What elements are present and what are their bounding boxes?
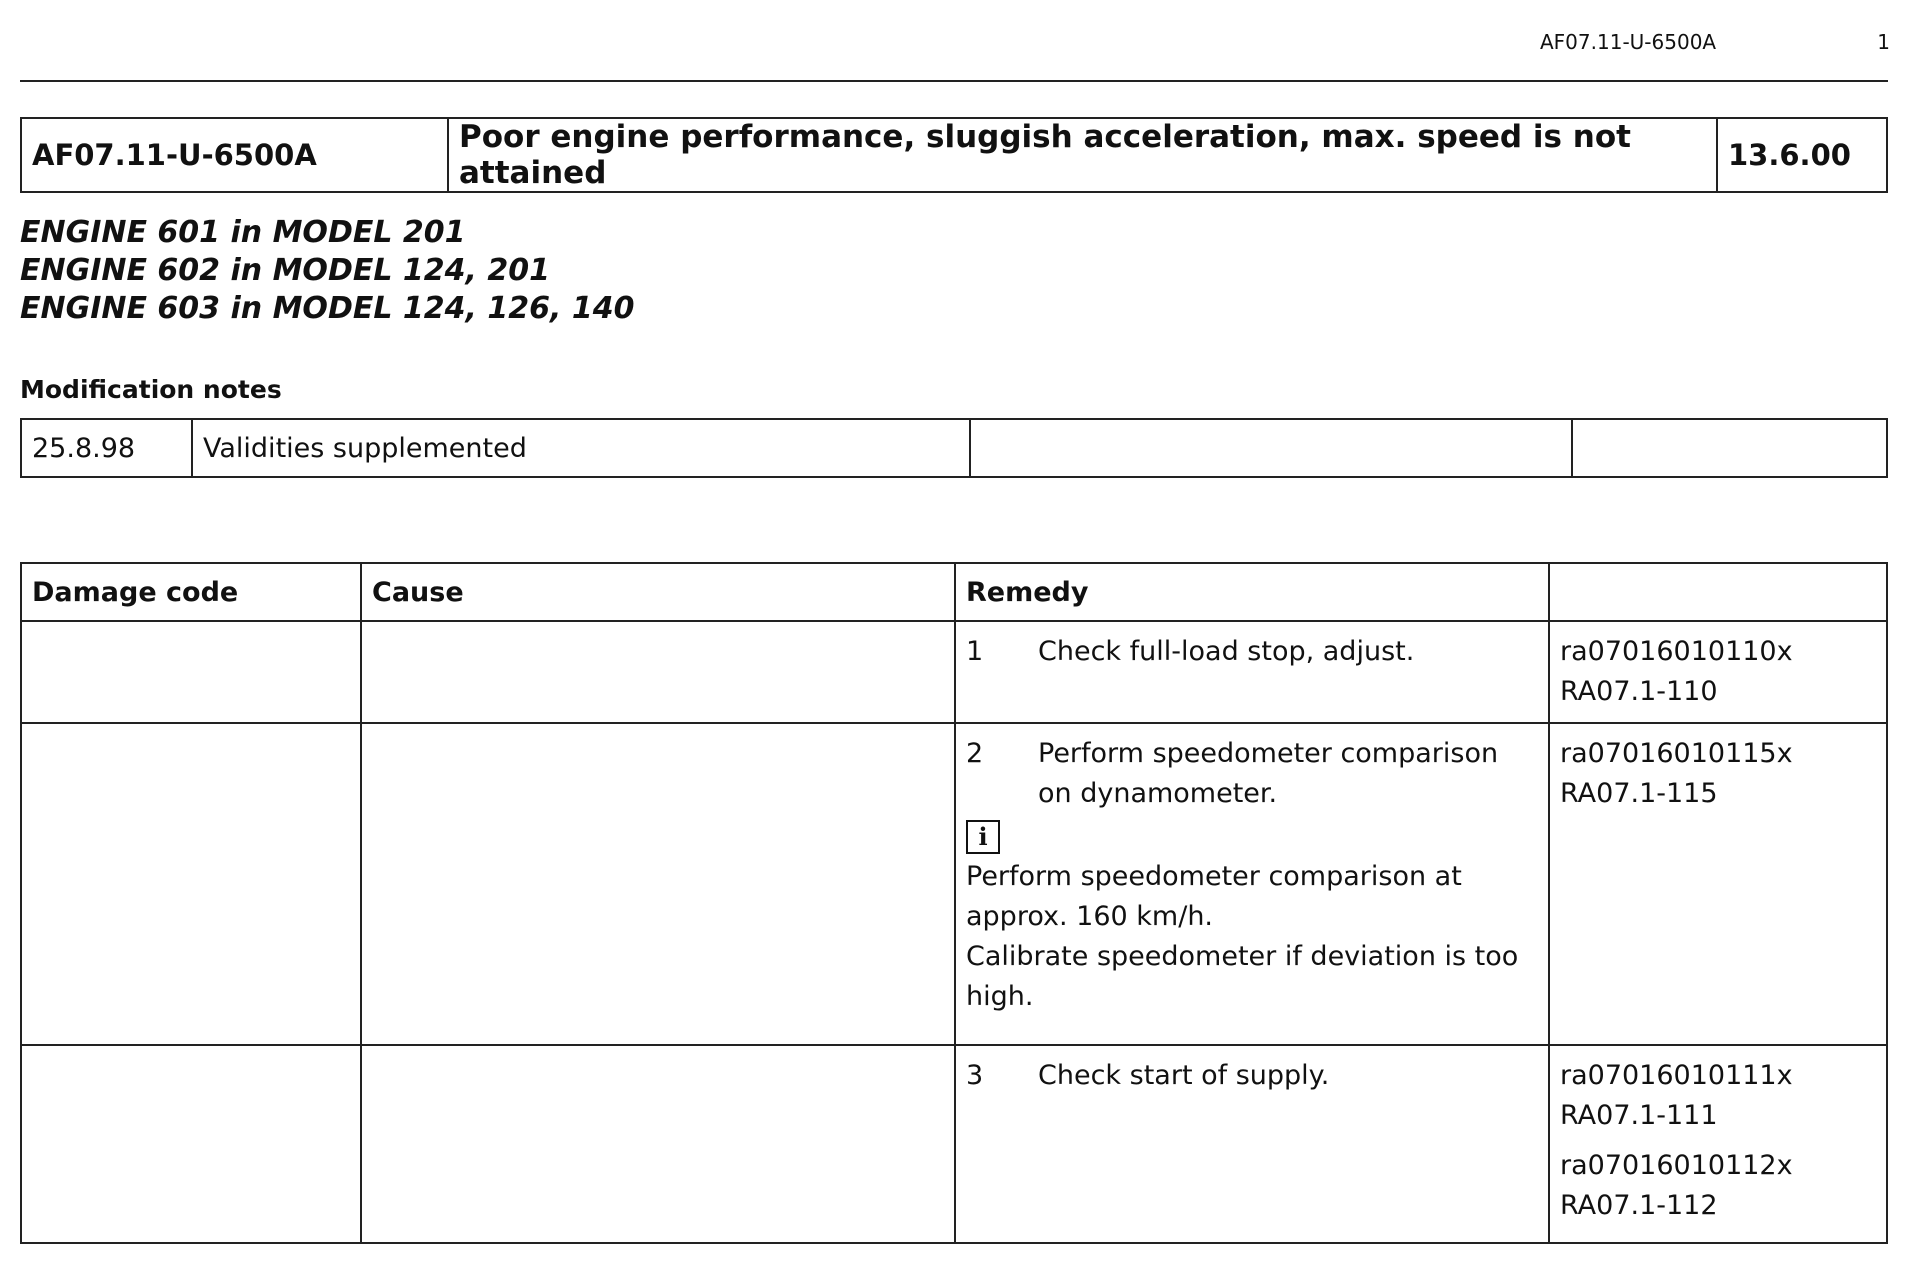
page-number: 1	[1877, 30, 1890, 54]
header-cause: Cause	[361, 563, 955, 621]
header-damage-code: Damage code	[21, 563, 361, 621]
reference-doc: RA07.1-111	[1560, 1100, 1718, 1131]
remedy-text: Check start of supply.	[1038, 1060, 1330, 1091]
engine-validity-list	[20, 214, 634, 328]
reference-doc: RA07.1-115	[1560, 778, 1718, 809]
damage-code-cell	[21, 723, 361, 1045]
remedy-cell	[955, 723, 1549, 1045]
modification-text: Validities supplemented	[192, 419, 970, 477]
remedy-cell	[955, 1045, 1549, 1243]
reference-cell	[1549, 1045, 1887, 1243]
header-reference	[1549, 563, 1887, 621]
modification-empty-cell	[1572, 419, 1887, 477]
diagnosis-table	[20, 562, 1888, 1244]
reference-code: ra07016010110x	[1560, 636, 1793, 667]
engine-line: ENGINE 601 in MODEL 201	[20, 215, 466, 250]
cause-cell	[361, 621, 955, 723]
header-doc-id: AF07.11-U-6500A	[1540, 30, 1717, 54]
cause-cell	[361, 723, 955, 1045]
reference-doc: RA07.1-112	[1560, 1190, 1718, 1221]
remedy-cell	[955, 621, 1549, 723]
cause-cell	[361, 1045, 955, 1243]
remedy-text: Check full-load stop, adjust.	[1038, 636, 1415, 667]
document-date: 13.6.00	[1717, 118, 1887, 192]
reference-code: ra07016010115x	[1560, 738, 1793, 769]
table-row	[21, 723, 1887, 1045]
step-number: 2	[966, 738, 984, 769]
step-number: 3	[966, 1060, 984, 1091]
step-number: 1	[966, 636, 984, 667]
engine-line: ENGINE 603 in MODEL 124, 126, 140	[20, 291, 635, 326]
table-header-row	[21, 563, 1887, 621]
reference-code: ra07016010111x	[1560, 1060, 1793, 1091]
modification-notes-table	[20, 418, 1888, 478]
damage-code-cell	[21, 1045, 361, 1243]
damage-code-cell	[21, 621, 361, 723]
remedy-note: Perform speedometer comparison at approx. 160 km/h.	[966, 861, 1462, 932]
modification-empty-cell	[970, 419, 1572, 477]
document-title: Poor engine performance, sluggish acceleration, max. speed is not attained	[448, 118, 1717, 192]
title-doc-id: AF07.11-U-6500A	[21, 118, 448, 192]
reference-doc: RA07.1-110	[1560, 676, 1718, 707]
modification-notes-heading: Modification notes	[20, 375, 282, 404]
reference-cell	[1549, 723, 1887, 1045]
modification-date: 25.8.98	[21, 419, 192, 477]
header-remedy: Remedy	[955, 563, 1549, 621]
remedy-text: Perform speedometer comparison on dynamometer.	[1038, 738, 1499, 809]
remedy-note: Calibrate speedometer if deviation is too high.	[966, 941, 1519, 1012]
reference-code: ra07016010112x	[1560, 1150, 1793, 1181]
title-table	[20, 117, 1888, 193]
header-rule	[20, 80, 1888, 82]
info-icon: i	[966, 820, 1000, 854]
table-row	[21, 1045, 1887, 1243]
page-header	[1540, 30, 1890, 54]
engine-line: ENGINE 602 in MODEL 124, 201	[20, 253, 550, 288]
reference-cell	[1549, 621, 1887, 723]
table-row	[21, 621, 1887, 723]
